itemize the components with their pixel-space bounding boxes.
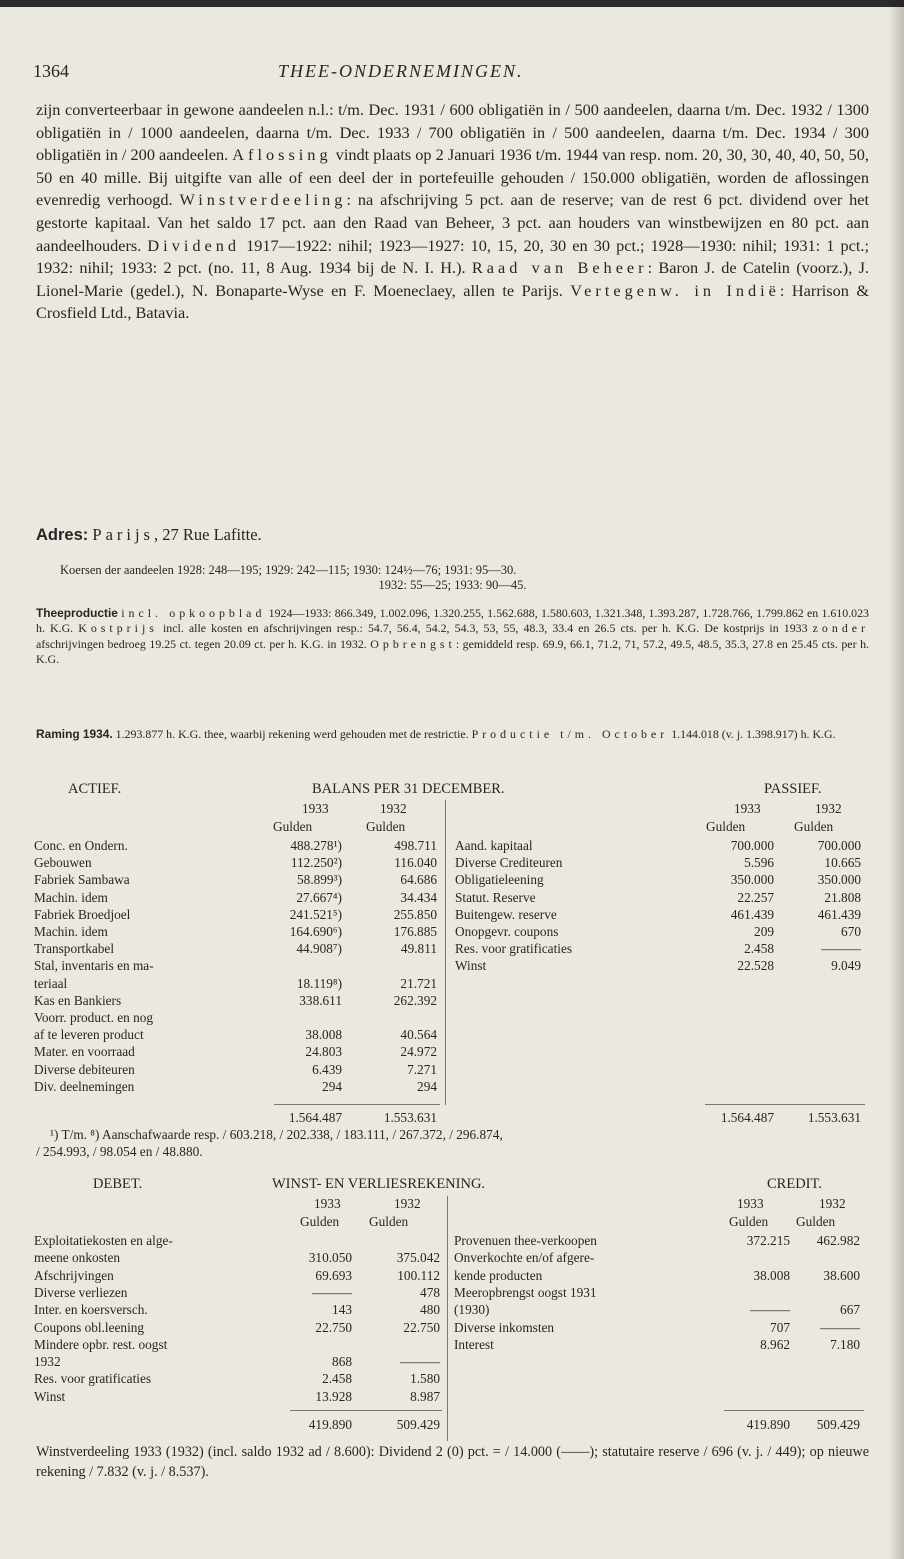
credit-row-value-1932: 462.982 xyxy=(816,1233,860,1248)
asset-row-value-1933: 338.611 xyxy=(299,992,342,1008)
asset-row-label: af te leveren product xyxy=(34,1027,144,1043)
asset-row-value-1932: 21.721 xyxy=(400,975,437,991)
asset-row-value-1933: 27.667⁴) xyxy=(296,889,342,905)
balance-year-1932-right: 1932 xyxy=(815,801,842,816)
liability-row-value-1932: 21.808 xyxy=(824,889,861,905)
pl-total-rule-left xyxy=(290,1410,442,1411)
estimate-1934: Raming 1934. 1.293.877 h. K.G. thee, waarbij rekening werd gehouden met de restrictie. Productie t/m. October 1.144.018 (v. j. 1.398.917) h. K.G. xyxy=(36,727,836,741)
debit-row-value-1932: 480 xyxy=(420,1302,440,1318)
credit-row-value-1933: 372.215 xyxy=(746,1233,790,1248)
credit-row-label: Diverse inkomsten xyxy=(454,1319,555,1335)
liability-row-label: Diverse Crediteuren xyxy=(455,855,563,871)
debit-row-value-1933: 143 xyxy=(332,1302,352,1318)
liability-row-value-1933: 5.596 xyxy=(744,855,774,871)
debit-row-value-1933: 310.050 xyxy=(308,1250,352,1266)
credit-row-label: Interest xyxy=(454,1336,494,1352)
asset-row-value-1932: 498.711 xyxy=(394,838,437,853)
asset-row-value-1932: 34.434 xyxy=(400,889,437,905)
debit-row-value-1933: 69.693 xyxy=(315,1267,352,1283)
credit-row-value-1932: ——— xyxy=(820,1319,860,1335)
asset-row-value-1932: 176.885 xyxy=(393,924,437,939)
pl-title: WINST- EN VERLIESREKENING. xyxy=(272,1176,486,1192)
balance-liabilities-title: PASSIEF. xyxy=(764,781,822,797)
debit-row-label: Diverse verliezen xyxy=(34,1284,128,1300)
debit-row-label: Inter. en koersversch. xyxy=(34,1302,148,1318)
liability-row-label: Aand. kapitaal xyxy=(455,838,533,853)
asset-row-label: Conc. en Ondern. xyxy=(34,838,128,853)
liability-row-value-1933: 22.257 xyxy=(737,889,774,905)
liability-row-value-1933: 350.000 xyxy=(730,872,774,888)
pl-debit-title: DEBET. xyxy=(93,1176,143,1192)
credit-row-value-1933: 38.008 xyxy=(753,1267,790,1283)
asset-row-label: Transportkabel xyxy=(34,941,115,957)
pl-total-credit-1932: 509.429 xyxy=(816,1417,860,1432)
tea-production: Theeproductie incl. opkoopblad 1924—1933: 866.349, 1.002.096, 1.320.255, 1.562.688, 1.580.603, 1.321.348, 1.393.287, 1.728.766, 1.799.862 en 1.610.023 h. K.G. Kostprijs incl. alle kosten en afschrijvingen resp.: 54.7, 56.4, 54.2, 54.3, 53, 55, 48.3, 33.4 en 26.5 cts. per h. K.G. De kostprijs in 1933 zonder afschrijvingen bedroeg 19.25 ct. tegen 20.09 ct. per h. K.G. in 1932. Opbrengst: gemiddeld resp. 69.9, 66.1, 71.2, 71, 57.2, 49.5, 48.5, 35.3, 27.8 en 25.45 cts. per h. K.G. xyxy=(36,606,870,667)
debit-row-label: Afschrijvingen xyxy=(34,1267,114,1283)
credit-row-label: kende producten xyxy=(454,1267,543,1283)
credit-row-value-1932: 38.600 xyxy=(823,1267,860,1283)
credit-row-label: Meeropbrengst oogst 1931 xyxy=(454,1284,597,1300)
debit-row-value-1933: 2.458 xyxy=(322,1371,352,1387)
liability-row-value-1932: ——— xyxy=(821,941,861,957)
liability-row-label: Obligatieleening xyxy=(455,872,544,888)
asset-row-label: Div. deelnemingen xyxy=(34,1078,135,1094)
asset-row-value-1932: 24.972 xyxy=(400,1044,437,1060)
debit-row-value-1932: 478 xyxy=(420,1284,440,1300)
debit-row-label: Exploitatiekosten en alge- xyxy=(34,1233,173,1248)
balance-sheet-title: BALANS PER 31 DECEMBER. xyxy=(312,781,505,797)
credit-row-label: Provenuen thee-verkoopen xyxy=(454,1233,597,1248)
asset-row-label: Fabriek Broedjoel xyxy=(34,906,131,922)
asset-row-label: teriaal xyxy=(34,975,68,991)
profit-distribution: Winstverdeeling 1933 (1932) (incl. saldo 1932 ad / 8.600): Dividend 2 (0) pct. = / 14.000 (——); statutaire reserve / 696 (v. j. / 449); op nieuwe rekening / 7.832 (v. j. / 8.537). xyxy=(36,1444,869,1480)
asset-row-label: Kas en Bankiers xyxy=(34,992,122,1008)
balance-total-rule-left xyxy=(274,1104,440,1105)
liability-row-value-1932: 461.439 xyxy=(817,906,861,922)
debit-row-value-1932: 100.112 xyxy=(397,1267,440,1283)
asset-row-label: Voorr. product. en nog xyxy=(34,1010,154,1025)
liability-row-value-1932: 670 xyxy=(841,924,861,939)
pl-divider xyxy=(447,1196,448,1441)
asset-row-value-1933: 294 xyxy=(322,1078,342,1094)
liability-row-value-1933: 209 xyxy=(754,924,774,939)
asset-row-label: Fabriek Sambawa xyxy=(34,872,130,888)
liability-row-label: Statut. Reserve xyxy=(455,889,536,905)
asset-row-value-1932: 49.811 xyxy=(400,941,437,957)
liability-row-label: Winst xyxy=(455,958,487,974)
debit-row-value-1933: 22.750 xyxy=(315,1319,352,1335)
debit-row-value-1932: 8.987 xyxy=(410,1388,440,1404)
asset-row-label: Mater. en voorraad xyxy=(34,1044,135,1060)
credit-row-value-1932: 7.180 xyxy=(830,1336,860,1352)
debit-row-label: meene onkosten xyxy=(34,1250,121,1266)
running-title: THEE-ONDERNEMINGEN. xyxy=(278,61,524,81)
asset-row-value-1932: 262.392 xyxy=(393,992,437,1008)
credit-row-value-1933: ——— xyxy=(750,1302,790,1318)
asset-row-value-1933: 112.250²) xyxy=(290,855,342,871)
pl-currency-1: Gulden xyxy=(300,1214,340,1229)
page-number: 1364 xyxy=(33,61,69,81)
balance-total-liabilities-1932: 1.553.631 xyxy=(807,1110,861,1125)
liability-row-label: Res. voor gratificaties xyxy=(455,941,573,957)
asset-row-value-1933: 18.119⁸) xyxy=(296,975,342,991)
liability-row-label: Onopgevr. coupons xyxy=(455,924,559,939)
balance-footnote-cont: / 254.993, / 98.054 en / 48.880. xyxy=(36,1144,203,1159)
liability-row-value-1932: 9.049 xyxy=(831,958,861,974)
balance-divider xyxy=(445,800,446,1105)
balance-currency-2: Gulden xyxy=(366,819,406,834)
balance-currency-3: Gulden xyxy=(706,819,746,834)
scan-right-edge xyxy=(888,0,904,1559)
pl-currency-3: Gulden xyxy=(729,1214,769,1229)
balance-currency-4: Gulden xyxy=(794,819,834,834)
balance-footnote: ¹) T/m. ⁸) Aanschafwaarde resp. / 603.218, / 202.338, / 183.111, / 267.372, / 296.874, xyxy=(50,1127,503,1142)
liability-row-value-1933: 461.439 xyxy=(730,906,774,922)
asset-row-value-1933: 58.899³) xyxy=(297,872,342,888)
balance-year-1933-right: 1933 xyxy=(734,801,761,816)
liability-row-value-1933: 700.000 xyxy=(730,838,774,853)
scan-top-edge xyxy=(0,0,904,7)
debit-row-value-1933: 13.928 xyxy=(315,1388,352,1404)
liability-row-value-1933: 22.528 xyxy=(737,958,774,974)
asset-row-value-1933: 24.803 xyxy=(305,1044,342,1060)
pl-currency-4: Gulden xyxy=(796,1214,836,1229)
balance-total-liabilities-1933: 1.564.487 xyxy=(720,1110,774,1125)
asset-row-value-1932: 7.271 xyxy=(407,1061,437,1077)
company-description: zijn converteerbaar in gewone aandeelen n.l.: t/m. Dec. 1931 / 600 obligatiën in / 500 aandeelen, daarna t/m. Dec. 1932 / 1300 obligatiën in / 1000 aandeelen, daarna t/m. Dec. 1933 / 700 obligatiën in / 500 aandeelen, daarna t/m. Dec. 1934 / 300 obligatiën in / 200 aandeelen. Aflossing vindt plaats op 2 Januari 1936 t/m. 1944 van resp. nom. 20, 30, 30, 40, 40, 50, 50, 50 en 40 mille. Bij uitgifte van alle of een deel der in portefeuille gehouden / 150.000 obligatiën, worden de aflossingen evenredig verhoogd. Winstverdeeling: na afschrijving 5 pct. aan de reserve; van de rest 6 pct. dividend over het gestorte kapitaal. Van het saldo 17 pct. aan den Raad van Beheer, 3 pct. aan houders van winstbewijzen en 80 pct. aan aandeelhouders. Dividend 1917—1922: nihil; 1923—1927: 10, 15, 20, 30 en 30 pct.; 1928—1930: nihil; 1931: 1 pct.; 1932: nihil; 1933: 2 pct. (no. 11, 8 Aug. 1934 bij de N. I. H.). Raad van Beheer: Baron J. de Catelin (voorz.), J. Lionel-Marie (gedel.), N. Bonaparte-Wyse en F. Moeneclaey, allen te Parijs. Vertegenw. in Indië: Harrison & Crosfield Ltd., Batavia. xyxy=(36,100,870,323)
asset-row-value-1932: 294 xyxy=(417,1078,437,1094)
debit-row-value-1933: 868 xyxy=(332,1354,352,1370)
balance-total-assets-1933: 1.564.487 xyxy=(288,1110,342,1125)
asset-row-label: Stal, inventaris en ma- xyxy=(34,958,154,974)
asset-row-value-1933: 6.439 xyxy=(312,1061,342,1077)
pl-currency-2: Gulden xyxy=(369,1214,409,1229)
address-line: Adres: Parijs, 27 Rue Lafitte. xyxy=(36,525,262,544)
pl-total-debit-1932: 509.429 xyxy=(396,1417,440,1432)
debit-row-value-1933: ——— xyxy=(312,1284,352,1300)
balance-total-rule-right xyxy=(705,1104,865,1105)
balance-year-1932-left: 1932 xyxy=(380,801,407,816)
credit-row-label: (1930) xyxy=(454,1302,490,1318)
pl-total-rule-right xyxy=(724,1410,864,1411)
debit-row-label: Mindere opbr. rest. oogst xyxy=(34,1336,168,1352)
asset-row-value-1932: 255.850 xyxy=(393,906,437,922)
debit-row-label: Coupons obl.leening xyxy=(34,1319,145,1335)
liability-row-value-1932: 10.665 xyxy=(824,855,861,871)
debit-row-label: 1932 xyxy=(34,1354,61,1370)
asset-row-value-1932: 64.686 xyxy=(400,872,437,888)
asset-row-value-1933: 38.008 xyxy=(305,1027,342,1043)
asset-row-label: Machin. idem xyxy=(34,889,108,905)
asset-row-label: Diverse debiteuren xyxy=(34,1061,135,1077)
debit-row-label: Winst xyxy=(34,1388,66,1404)
debit-row-value-1932: 22.750 xyxy=(403,1319,440,1335)
pl-year-1933-right: 1933 xyxy=(737,1196,764,1211)
pl-credit-title: CREDIT. xyxy=(767,1176,822,1192)
liability-row-value-1932: 700.000 xyxy=(817,838,861,853)
asset-row-value-1932: 40.564 xyxy=(400,1027,437,1043)
pl-total-credit-1933: 419.890 xyxy=(746,1417,790,1432)
asset-row-value-1933: 44.908⁷) xyxy=(296,941,342,957)
debit-row-value-1932: ——— xyxy=(400,1354,440,1370)
asset-row-value-1932: 116.040 xyxy=(394,855,437,871)
share-prices: Koersen der aandeelen 1928: 248—195; 1929: 242—115; 1930: 124½—76; 1931: 95—30. 1932: 55—25; 1933: 90—45. xyxy=(60,563,527,593)
credit-row-value-1933: 8.962 xyxy=(760,1336,790,1352)
credit-row-value-1932: 667 xyxy=(840,1302,860,1318)
liability-row-label: Buitengew. reserve xyxy=(455,906,557,922)
asset-row-value-1933: 164.690⁶) xyxy=(289,924,342,939)
credit-row-value-1933: 707 xyxy=(770,1319,790,1335)
pl-year-1932-left: 1932 xyxy=(394,1196,421,1211)
pl-year-1932-right: 1932 xyxy=(819,1196,846,1211)
liability-row-value-1933: 2.458 xyxy=(744,941,774,957)
balance-total-assets-1932: 1.553.631 xyxy=(383,1110,437,1125)
balance-assets-title: ACTIEF. xyxy=(68,781,122,797)
pl-total-debit-1933: 419.890 xyxy=(308,1417,352,1432)
asset-row-value-1933: 241.521⁵) xyxy=(289,906,342,922)
balance-year-1933-left: 1933 xyxy=(302,801,329,816)
liability-row-value-1932: 350.000 xyxy=(817,872,861,888)
debit-row-label: Res. voor gratificaties xyxy=(34,1371,152,1387)
debit-row-value-1932: 375.042 xyxy=(396,1250,440,1266)
pl-year-1933-left: 1933 xyxy=(314,1196,341,1211)
asset-row-label: Gebouwen xyxy=(34,855,92,871)
balance-currency-1: Gulden xyxy=(273,819,313,834)
asset-row-label: Machin. idem xyxy=(34,924,108,939)
debit-row-value-1932: 1.580 xyxy=(410,1371,440,1387)
asset-row-value-1933: 488.278¹) xyxy=(290,838,342,853)
credit-row-label: Onverkochte en/of afgere- xyxy=(454,1250,595,1266)
